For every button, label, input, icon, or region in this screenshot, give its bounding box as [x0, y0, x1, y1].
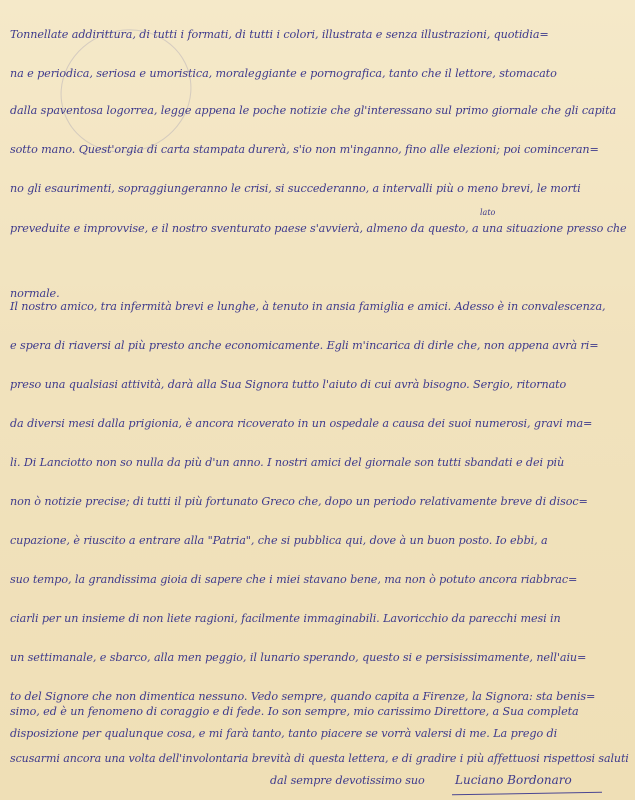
letter-line-1: Tonnellate addirittura, di tutti i formati, di tutti i colori, illustrata e senza illustrazioni, quotidia=: [10, 28, 549, 41]
letter-line-12: li. Di Lanciotto non so nulla da più d'un anno. I nostri amici del giornale son tutti sbandati e dei più: [10, 456, 565, 469]
letter-line-20: disposizione per qualunque cosa, e mi farà tanto, tanto piacere se vorrà valersi di me. La prego di: [10, 727, 558, 740]
letter-line-14: cupazione, è riuscito a entrare alla "Patria", che si pubblica qui, dove à un buon posto. Io ebbi, a: [10, 534, 548, 547]
signature-underline: [452, 792, 602, 796]
letter-line-16: ciarli per un insieme di non liete ragioni, facilmente immaginabili. Lavoricchio da parecchi mesi in: [10, 612, 561, 625]
letter-line-2: na e periodica, seriosa e umoristica, moraleggiante e pornografica, tanto che il lettore, stomacato: [10, 67, 557, 80]
letter-line-19: simo, ed è un fenomeno di coraggio e di fede. Io son sempre, mio carissimo Direttore, a Sua completa: [10, 705, 579, 718]
letter-line-5: no gli esaurimenti, sopraggiungeranno le crisi, si succederanno, a intervalli più o meno brevi, le morti: [10, 182, 581, 195]
letter-line-7: normale.: [10, 287, 60, 300]
letter-line-6: preveduite e improvvise, e il nostro sventurato paese s'avvierà, almeno da questo, a una situazione presso che: [10, 222, 627, 235]
letter-line-17: un settimanale, e sbarco, alla men peggio, il lunario sperando, questo si e persisissimamente, nell'aiu=: [10, 651, 587, 664]
letter-line-18: to del Signore che non dimentica nessuno. Vedo sempre, quando capita a Firenze, la Signora: sta benis=: [10, 690, 596, 703]
letter-line-3: dalla spaventosa logorrea, legge appena le poche notizie che gl'interessano sul primo giornale che gli capita: [10, 104, 617, 117]
letter-line-21: scusarmi ancora una volta dell'involontaria brevità di questa lettera, e di gradire i più affettuosi rispettosi saluti: [10, 752, 629, 765]
letter-line-13: non ò notizie precise; di tutti il più fortunato Greco che, dopo un periodo relativamente breve di disoc=: [10, 495, 588, 508]
signature: Luciano Bordonaro: [455, 773, 572, 787]
interlinear-insert: lato: [480, 208, 496, 217]
letter-line-9: e spera di riaversi al più presto anche economicamente. Egli m'incarica di dirle che, non appena avrà ri=: [10, 339, 599, 352]
letter-line-15: suo tempo, la grandissima gioia di sapere che i miei stavano bene, ma non ò potuto ancora riabbrac=: [10, 573, 578, 586]
letter-closing: dal sempre devotissimo suo: [270, 774, 425, 787]
letter-line-10: preso una qualsiasi attività, darà alla Sua Signora tutto l'aiuto di cui avrà bisogno. Sergio, ritornato: [10, 378, 567, 391]
letter-line-8: Il nostro amico, tra infermità brevi e lunghe, à tenuto in ansia famiglia e amici. Adesso è in convalescenza,: [10, 300, 606, 313]
letter-line-11: da diversi mesi dalla prigionia, è ancora ricoverato in un ospedale a causa dei suoi numerosi, gravi ma=: [10, 417, 593, 430]
letter-line-4: sotto mano. Quest'orgia di carta stampata durerà, s'io non m'inganno, fino alle elezioni; poi cominceran=: [10, 143, 599, 156]
